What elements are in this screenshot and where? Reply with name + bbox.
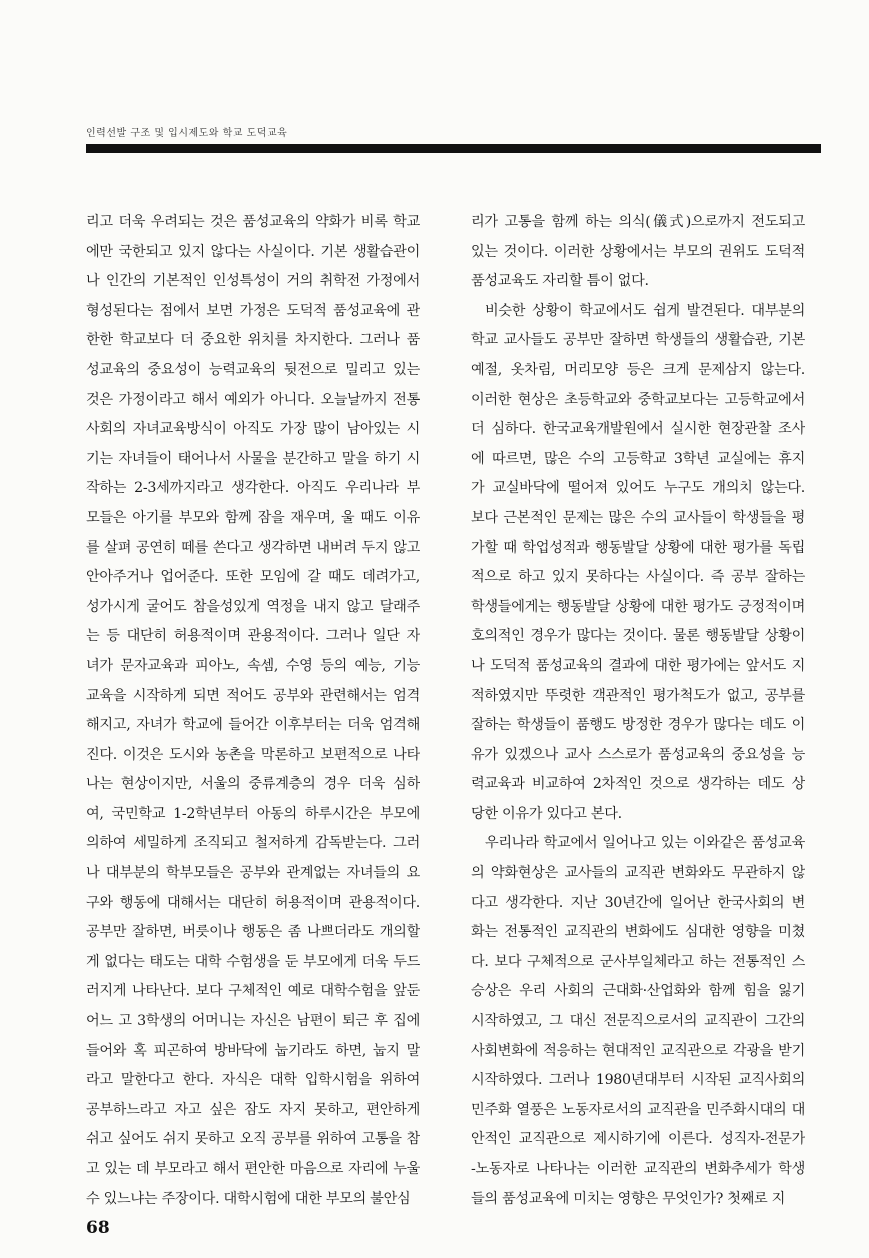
text-line: 적으로 하고 있지 못하다는 사실이다. 즉 공부 잘하는 bbox=[471, 569, 805, 586]
text-line: 성교육의 중요성이 능력교육의 뒷전으로 밀리고 있는 bbox=[86, 361, 420, 378]
text-line: 들의 품성교육에 미치는 영향은 무엇인가? 첫째로 지 bbox=[471, 1190, 786, 1207]
text-line: 리고 더욱 우려되는 것은 품성교육의 약화가 비록 학교 bbox=[86, 214, 420, 230]
text-line: 모들은 아기를 부모와 함께 잠을 재우며, 울 때도 이유 bbox=[86, 509, 420, 526]
text-line: 품성교육도 자리할 틈이 없다. bbox=[471, 273, 649, 290]
text-line: 진다. 이것은 도시와 농촌을 막론하고 보편적으로 나타 bbox=[86, 746, 420, 763]
text-line: 비슷한 상황이 학교에서도 쉽게 발견된다. 대부분의 bbox=[485, 302, 805, 319]
text-line: 를 살펴 공연히 떼를 쓴다고 생각하면 내버려 두지 않고 bbox=[86, 539, 420, 556]
text-line: 성가시게 굴어도 참을성있게 역정을 내지 않고 달래주 bbox=[86, 598, 420, 615]
text-line: 화는 전통적인 교직관의 변화에도 심대한 영향을 미쳤 bbox=[471, 924, 805, 941]
text-line: 학생들에게는 행동발달 상황에 대한 평가도 긍정적이며 bbox=[471, 598, 805, 615]
text-line: 가할 때 학업성적과 행동발달 상황에 대한 평가를 독립 bbox=[471, 539, 805, 556]
header-rule bbox=[86, 144, 821, 153]
text-line: 형성된다는 점에서 보면 가정은 도덕적 품성교육에 관 bbox=[86, 302, 420, 319]
text-line: 에만 국한되고 있지 않다는 사실이다. 기본 생활습관이 bbox=[86, 243, 420, 260]
text-line: 예절, 옷차림, 머리모양 등은 크게 문제삼지 않는다. bbox=[471, 361, 805, 378]
text-line: 더 심하다. 한국교육개발원에서 실시한 현장관찰 조사 bbox=[471, 421, 805, 438]
text-line: 안아주거나 업어준다. 또한 모임에 갈 때도 데려가고, bbox=[86, 569, 420, 586]
text-line: 러지게 나타난다. 보다 구체적인 예로 대학수험을 앞둔 bbox=[86, 983, 420, 1000]
text-line: 작하는 2-3세까지라고 생각한다. 아직도 우리나라 부 bbox=[86, 480, 420, 497]
text-line: 들어와 혹 피곤하여 방바닥에 눕기라도 하면, 눕지 말 bbox=[86, 1042, 420, 1059]
text-line: 당한 이유가 있다고 본다. bbox=[471, 805, 622, 822]
text-line: 녀가 문자교육과 피아노, 속셈, 수영 등의 예능, 기능 bbox=[86, 657, 420, 674]
text-line: 안적인 교직관으로 제시하기에 이른다. 성직자-전문가 bbox=[471, 1131, 805, 1148]
left-text-column bbox=[86, 208, 420, 1214]
text-line: 유가 있겠으나 교사 스스로가 품성교육의 중요성을 능 bbox=[471, 746, 805, 763]
text-line: 나는 현상이지만, 서울의 중류계층의 경우 더욱 심하 bbox=[86, 776, 420, 793]
text-line: 나 인간의 기본적인 인성특성이 거의 취학전 가정에서 bbox=[86, 273, 420, 290]
text-line: 사회변화에 적응하는 현대적인 교직관으로 각광을 받기 bbox=[471, 1042, 805, 1059]
text-line: 시작하였고, 그 대신 전문직으로서의 교직관이 그간의 bbox=[471, 1013, 805, 1030]
text-line: 학교 교사들도 공부만 잘하면 학생들의 생활습관, 기본 bbox=[471, 332, 805, 349]
text-line: 다고 생각한다. 지난 30년간에 일어난 한국사회의 변 bbox=[471, 894, 805, 911]
text-line: 보다 근본적인 문제는 많은 수의 교사들이 학생들을 평 bbox=[471, 509, 805, 526]
text-line: 고 있는 데 부모라고 해서 편안한 마음으로 자리에 누울 bbox=[86, 1161, 420, 1177]
text-line: 적하였지만 뚜렷한 객관적인 평가척도가 없고, 공부를 bbox=[471, 687, 805, 704]
text-line: 다. 보다 구체적으로 군사부일체라고 하는 전통적인 스 bbox=[471, 953, 805, 970]
text-line: 어느 고 3학생의 어머니는 자신은 남편이 퇴근 후 집에 bbox=[86, 1013, 420, 1030]
text-line: 우리나라 학교에서 일어나고 있는 이와같은 품성교육 bbox=[485, 835, 805, 852]
text-line: 리가 고통을 함께 하는 의식(儀式)으로까지 전도되고 bbox=[471, 214, 805, 230]
text-line: 호의적인 경우가 많다는 것이다. 물론 행동발달 상황이 bbox=[471, 628, 805, 645]
text-line: 나 대부분의 학부모들은 공부와 관계없는 자녀들의 요 bbox=[86, 865, 420, 882]
text-line: 의 약화현상은 교사들의 교직관 변화와도 무관하지 않 bbox=[471, 865, 805, 882]
running-header: 인력선발 구조 및 입시제도와 학교 도덕교육 bbox=[86, 128, 288, 139]
text-line: 승상은 우리 사회의 근대화·산업화와 함께 힘을 잃기 bbox=[471, 983, 805, 1000]
text-line: 력교육과 비교하여 2차적인 것으로 생각하는 데도 상 bbox=[471, 776, 805, 793]
text-line: 쉬고 싶어도 쉬지 못하고 오직 공부를 위하여 고통을 참 bbox=[86, 1131, 420, 1148]
text-line: 한한 학교보다 더 중요한 위치를 차지한다. 그러나 품 bbox=[86, 332, 420, 349]
text-line: 는 등 대단히 허용적이며 관용적이다. 그러나 일단 자 bbox=[86, 628, 420, 645]
text-line: 수 있느냐는 주장이다. 대학시험에 대한 부모의 불안심 bbox=[86, 1190, 411, 1207]
right-text-column bbox=[471, 208, 805, 1214]
text-line: 사회의 자녀교육방식이 아직도 가장 많이 남아있는 시 bbox=[86, 421, 420, 438]
text-line: 라고 말한다고 한다. 자식은 대학 입학시험을 위하여 bbox=[86, 1072, 420, 1089]
text-line: 나 도덕적 품성교육의 결과에 대한 평가에는 앞서도 지 bbox=[471, 657, 805, 674]
text-line: 교육을 시작하게 되면 적어도 공부와 관련해서는 엄격 bbox=[86, 687, 420, 704]
text-line: -노동자로 나타나는 이러한 교직관의 변화추세가 학생 bbox=[471, 1161, 805, 1177]
text-line: 잘하는 학생들이 품행도 방정한 경우가 많다는 데도 이 bbox=[471, 717, 805, 734]
text-line: 가 교실바닥에 떨어져 있어도 누구도 개의치 않는다. bbox=[471, 480, 805, 497]
text-line: 에 따르면, 많은 수의 고등학교 3학년 교실에는 휴지 bbox=[471, 450, 805, 467]
text-line: 민주화 열풍은 노동자로서의 교직관을 민주화시대의 대 bbox=[471, 1101, 805, 1118]
text-line: 것은 가정이라고 해서 예외가 아니다. 오늘날까지 전통 bbox=[86, 391, 420, 408]
page-number: 68 bbox=[86, 1218, 110, 1238]
text-line: 게 없다는 태도는 대학 수험생을 둔 부모에게 더욱 두드 bbox=[86, 953, 420, 970]
text-line: 이러한 현상은 초등학교와 중학교보다는 고등학교에서 bbox=[471, 391, 805, 408]
text-line: 의하여 세밀하게 조직되고 철저하게 감독받는다. 그러 bbox=[86, 835, 420, 852]
text-line: 시작하였다. 그러나 1980년대부터 시작된 교직사회의 bbox=[471, 1072, 805, 1089]
text-line: 해지고, 자녀가 학교에 들어간 이후부터는 더욱 엄격해 bbox=[86, 717, 420, 734]
text-line: 공부하느라고 자고 싶은 잠도 자지 못하고, 편안하게 bbox=[86, 1101, 420, 1118]
text-line: 있는 것이다. 이러한 상황에서는 부모의 권위도 도덕적 bbox=[471, 243, 805, 260]
text-line: 공부만 잘하면, 버릇이나 행동은 좀 나쁘더라도 개의할 bbox=[86, 924, 420, 941]
text-line: 여, 국민학교 1-2학년부터 아동의 하루시간은 부모에 bbox=[86, 805, 420, 822]
text-line: 기는 자녀들이 태어나서 사물을 분간하고 말을 하기 시 bbox=[86, 450, 420, 467]
text-line: 구와 행동에 대해서는 대단히 허용적이며 관용적이다. bbox=[86, 894, 420, 911]
